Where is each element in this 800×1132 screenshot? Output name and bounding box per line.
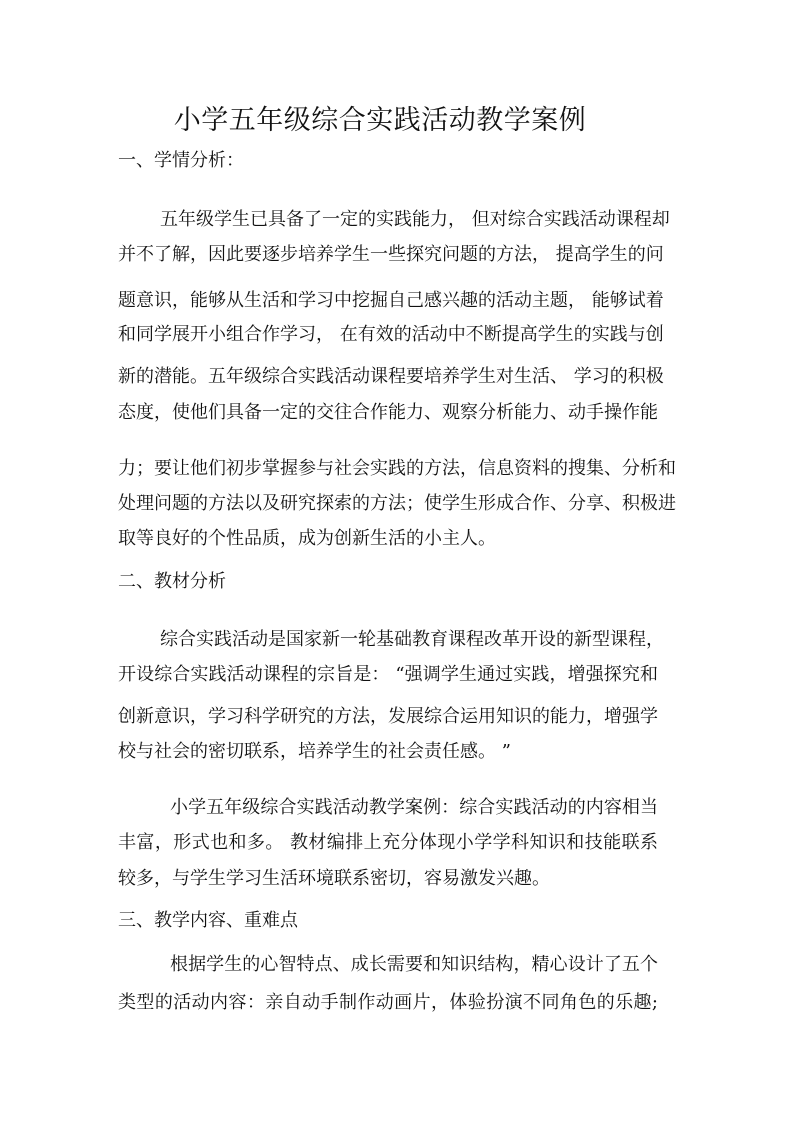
paragraph-line: 类型的活动内容：亲自动手制作动画片，体验扮演不同角色的乐趣; — [118, 992, 658, 1013]
paragraph-line: 题意识，能够从生活和学习中挖掘自己感兴趣的活动主题， 能够试着 — [118, 290, 664, 311]
paragraph-line: 丰富，形式也和多。 教材编排上充分体现小学学科知识和技能联系 — [118, 832, 658, 853]
paragraph-line: 综合实践活动是国家新一轮基础教育课程改革开设的新型课程， — [160, 629, 664, 650]
paragraph-line: 小学五年级综合实践活动教学案例：综合实践活动的内容相当 — [170, 797, 658, 818]
paragraph-line: 较多，与学生学习生活环境联系密切，容易激发兴趣。 — [118, 868, 550, 889]
paragraph-line: 态度，使他们具备一定的交往合作能力、观察分析能力、动手操作能 — [118, 402, 658, 423]
paragraph-line: 取等良好的个性品质，成为创新生活的小主人。 — [118, 528, 496, 549]
paragraph-line: 五年级学生已具备了一定的实践能力， 但对综合实践活动课程却 — [160, 209, 670, 230]
section-heading-2: 二、教材分析 — [118, 571, 226, 592]
paragraph-line: 根据学生的心智特点、成长需要和知识结构，精心设计了五个 — [170, 954, 658, 975]
paragraph-line: 创新意识，学习科学研究的方法，发展综合运用知识的能力，增强学 — [118, 706, 658, 727]
paragraph-line: 并不了解，因此要逐步培养学生一些探究问题的方法， 提高学生的问 — [118, 244, 664, 265]
paragraph-line: 处理问题的方法以及研究探索的方法；使学生形成合作、分享、积极进 — [118, 493, 676, 514]
paragraph-line: 新的潜能。五年级综合实践活动课程要培养学生对生活、 学习的积极 — [118, 366, 664, 387]
paragraph-line: 开设综合实践活动课程的宗旨是： “强调学生通过实践，增强探究和 — [118, 664, 658, 685]
section-heading-3: 三、教学内容、重难点 — [118, 910, 298, 931]
paragraph-line: 和同学展开小组合作学习， 在有效的活动中不断提高学生的实践与创 — [118, 324, 664, 345]
section-heading-1: 一、学情分析： — [118, 150, 244, 171]
document-title: 小学五年级综合实践活动教学案例 — [173, 105, 587, 136]
paragraph-line: 校与社会的密切联系，培养学生的社会责任感。 ” — [118, 741, 511, 762]
paragraph-line: 力；要让他们初步掌握参与社会实践的方法，信息资料的搜集、分析和 — [118, 458, 676, 479]
